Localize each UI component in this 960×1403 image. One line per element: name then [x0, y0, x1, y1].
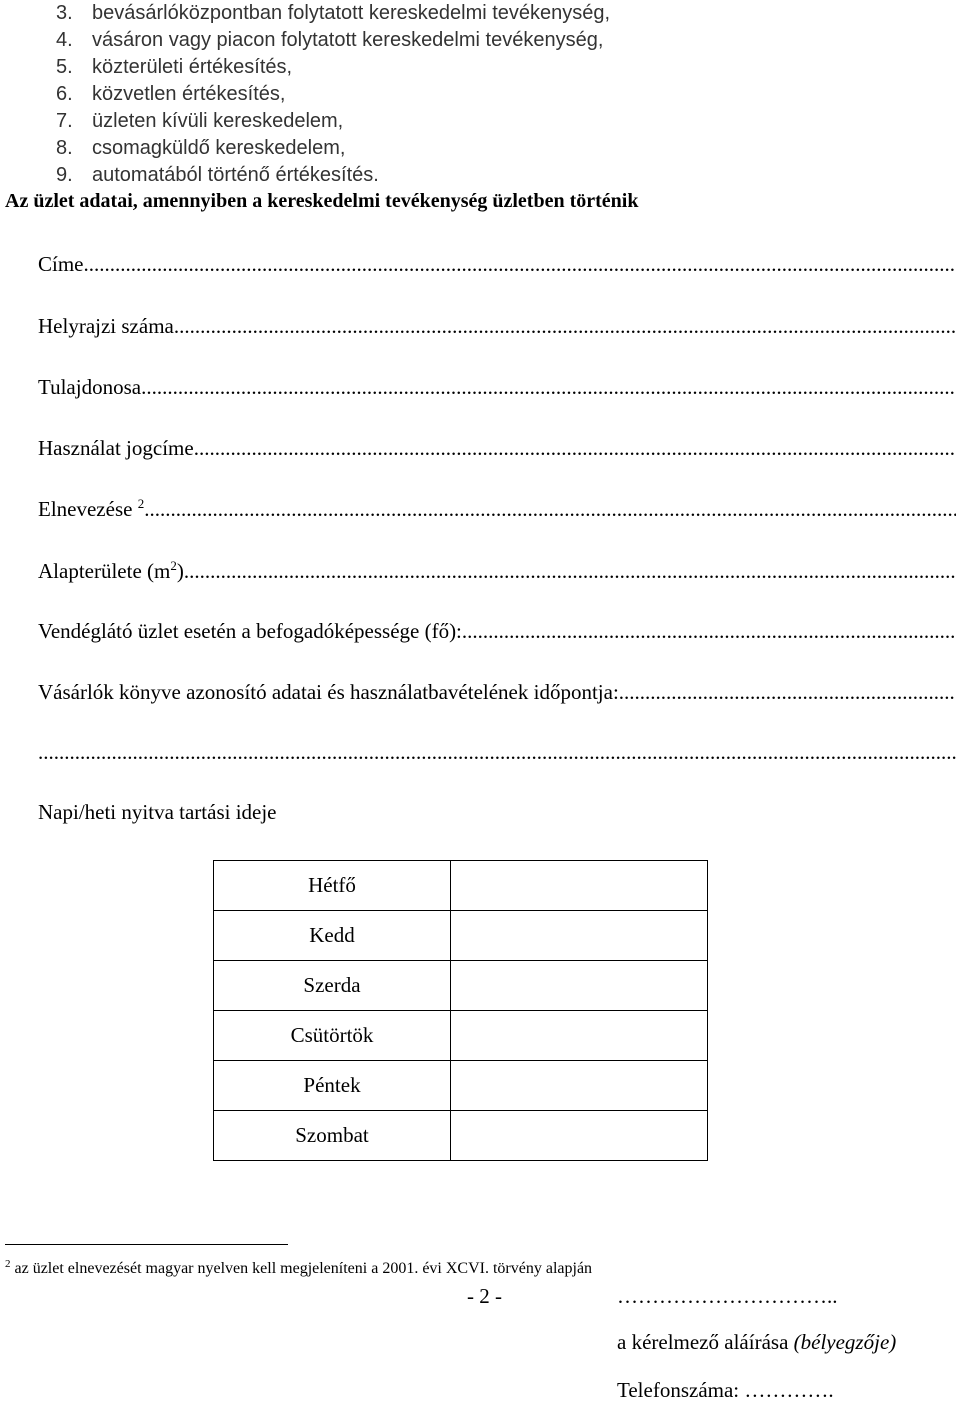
opening-hours-title: Napi/heti nyitva tartási ideje [38, 800, 277, 824]
list-item [56, 108, 610, 135]
parcel-number-label: Helyrajzi száma [38, 314, 174, 338]
usage-title-label: Használat jogcíme [38, 436, 194, 460]
list-item [56, 0, 610, 27]
complaint-book-label: Vásárlók könyve azonosító adatai és használatbavételének időpontja: [38, 680, 619, 704]
usage-title-field[interactable] [38, 436, 956, 461]
shop-name-label: Elnevezése $^2$ [38, 496, 145, 521]
list-text: vásáron vagy piacon folytatott kereskedelmi tevékenység, [92, 29, 604, 51]
fill-in-dots [84, 252, 957, 277]
list-text: közterületi értékesítés, [92, 56, 293, 78]
list-item [56, 81, 610, 108]
day-cell: Kedd [214, 911, 451, 961]
list-item [56, 54, 610, 81]
owner-label: Tulajdonosa [38, 375, 142, 399]
phone-label: Telefonszáma: [617, 1378, 740, 1402]
list-number: 8. [56, 137, 73, 159]
footnote-mark: 2 [5, 1258, 11, 1270]
table-row [214, 911, 708, 961]
footnote-ref: 2 [137, 496, 145, 511]
capacity-field[interactable] [38, 619, 956, 644]
floor-area-field[interactable] [38, 558, 956, 584]
page-number: - 2 - [467, 1284, 502, 1308]
hours-input-cell[interactable] [451, 961, 708, 1011]
list-text: üzleten kívüli kereskedelem, [92, 110, 344, 132]
opening-hours-table [213, 860, 708, 1161]
fill-in-dots [141, 375, 956, 400]
fill-in-dots [619, 680, 956, 705]
list-text: automatából történő értékesítés. [92, 164, 379, 186]
fill-in-dots [174, 314, 956, 339]
list-item [56, 162, 610, 189]
list-number: 9. [56, 164, 73, 186]
list-item [56, 27, 610, 54]
hours-input-cell[interactable] [451, 861, 708, 911]
list-text: csomagküldő kereskedelem, [92, 137, 346, 159]
floor-area-label: Alapterülete $(m^2)$ [38, 558, 184, 583]
day-cell: Péntek [214, 1061, 451, 1111]
list-text: bevásárlóközpontban folytatott kereskedelmi tevékenység, [92, 2, 611, 24]
capacity-label: Vendéglátó üzlet esetén a befogadóképessége (fő): [38, 619, 462, 643]
day-cell: Csütörtök [214, 1011, 451, 1061]
fill-in-dots [144, 497, 956, 522]
owner-field[interactable] [38, 375, 956, 400]
fill-in-dots [38, 740, 956, 765]
hours-input-cell[interactable] [451, 911, 708, 961]
footnote-divider [5, 1244, 288, 1245]
fill-in-dots [462, 619, 956, 644]
table-row [214, 1111, 708, 1161]
list-item [56, 135, 610, 162]
list-text: közvetlen értékesítés, [92, 83, 286, 105]
table-row [214, 1011, 708, 1061]
day-cell: Szombat [214, 1111, 451, 1161]
hours-input-cell[interactable] [451, 1061, 708, 1111]
complaint-book-field[interactable] [38, 680, 956, 705]
footnote-text: az üzlet elnevezését magyar nyelven kell megjeleníteni a 2001. évi XCVI. törvény alapján [14, 1260, 593, 1277]
list-number: 6. [56, 83, 73, 105]
signature-label: a kérelmező aláírása (bélyegzője) [617, 1330, 897, 1354]
list-number: 3. [56, 2, 73, 24]
day-cell: Szerda [214, 961, 451, 1011]
activity-list [56, 0, 610, 189]
hours-input-cell[interactable] [451, 1111, 708, 1161]
complaint-book-continuation-field[interactable] [38, 740, 956, 765]
footnote [5, 1258, 592, 1278]
fill-in-dots [184, 559, 956, 584]
phone-dots: …………. [744, 1378, 834, 1402]
day-cell: Hétfő [214, 861, 451, 911]
parcel-number-field[interactable] [38, 314, 956, 339]
address-field[interactable] [38, 252, 956, 277]
table-row [214, 1061, 708, 1111]
shop-name-field[interactable] [38, 496, 956, 522]
table-row [214, 961, 708, 1011]
list-number: 4. [56, 29, 73, 51]
signature-line[interactable]: ………………………….. [617, 1284, 838, 1308]
hours-input-cell[interactable] [451, 1011, 708, 1061]
address-label: Címe [38, 252, 84, 276]
phone-field[interactable] [617, 1378, 834, 1403]
list-number: 7. [56, 110, 73, 132]
fill-in-dots [194, 436, 956, 461]
table-row [214, 861, 708, 911]
list-number: 5. [56, 56, 73, 78]
section-heading: Az üzlet adatai, amennyiben a kereskedelmi tevékenység üzletben történik [5, 190, 639, 212]
